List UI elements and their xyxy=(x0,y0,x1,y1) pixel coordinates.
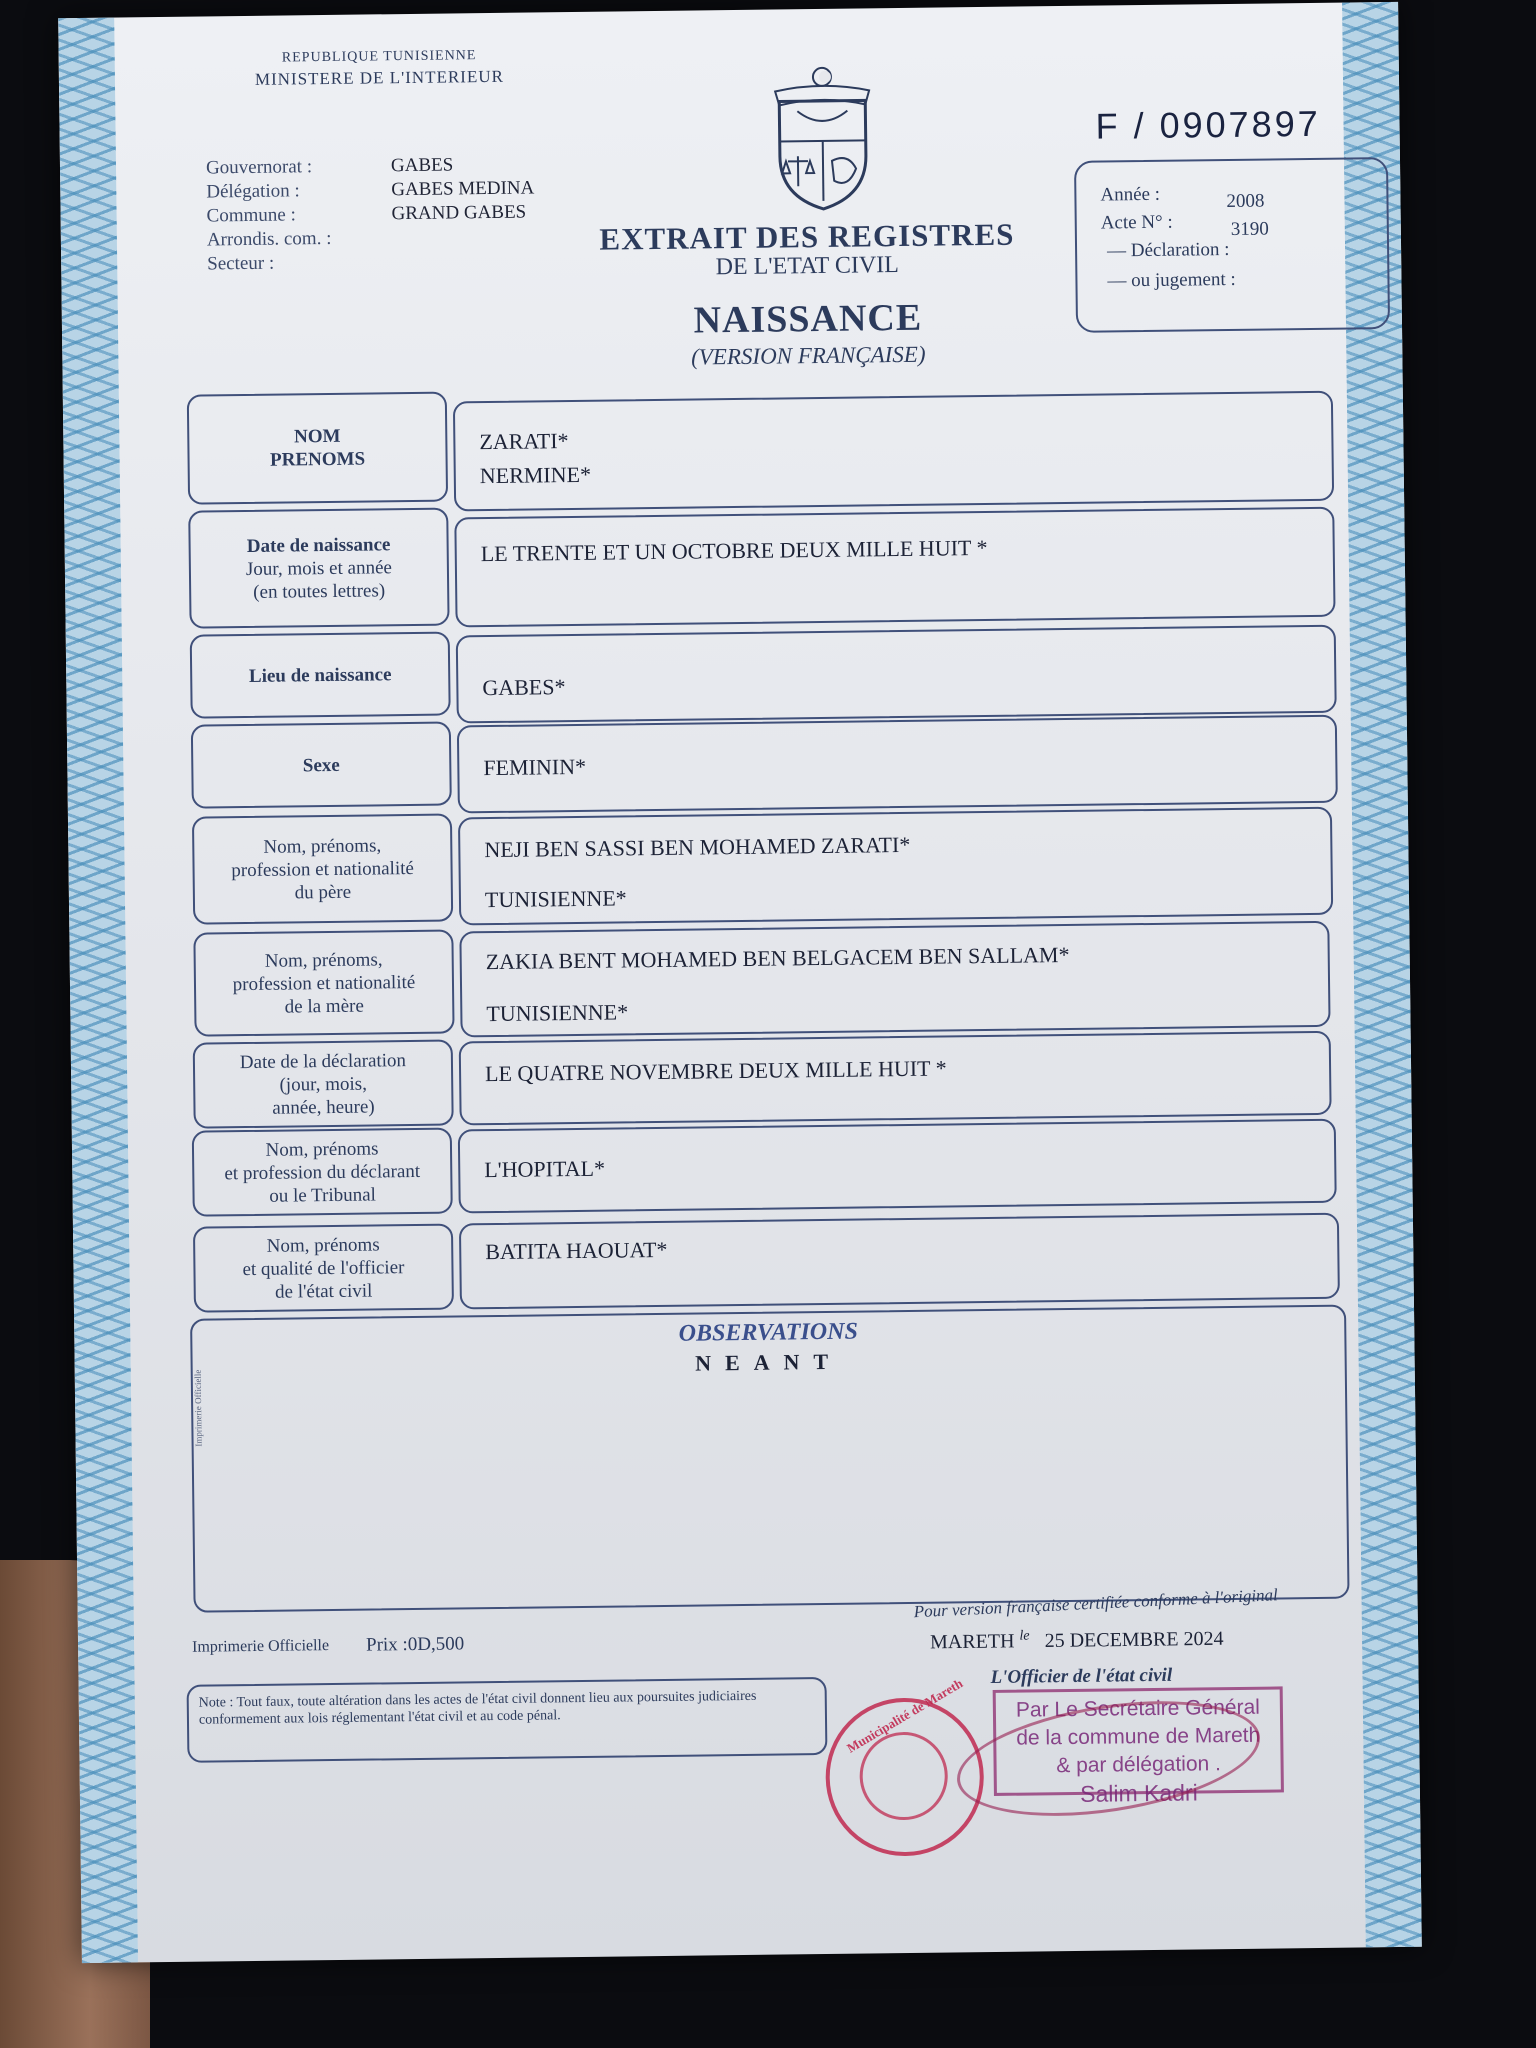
declaration-date-label-2: (jour, mois, xyxy=(279,1073,368,1096)
date-naissance-value-box xyxy=(454,507,1335,628)
serial-number xyxy=(1095,103,1321,148)
declaration-date-label-1: Date de la déclaration xyxy=(239,1049,407,1073)
observations-title: OBSERVATIONS xyxy=(678,1318,859,1347)
declarant-value-box xyxy=(458,1119,1337,1214)
nom-label: NOM xyxy=(293,425,341,448)
sexe-value-box xyxy=(457,715,1338,814)
round-stamp-text: Municipalité de Mareth xyxy=(844,1675,966,1756)
secteur-label: Secteur : xyxy=(207,252,275,275)
pere-label-1: Nom, prénoms, xyxy=(263,834,382,858)
declarant-value: L'HOPITAL* xyxy=(484,1155,606,1183)
round-stamp-seal-icon xyxy=(859,1732,948,1821)
lieu-value: GABES* xyxy=(482,674,566,701)
arrondissement-label: Arrondis. com. : xyxy=(206,227,332,251)
mere-value-box xyxy=(459,921,1330,1038)
nom-value: ZARATI* xyxy=(479,428,569,455)
officier-label-3: de l'état civil xyxy=(274,1280,373,1303)
declaration-date-label-3: année, heure) xyxy=(272,1095,375,1119)
document-title-line2: DE L'ETAT CIVIL xyxy=(715,252,900,281)
commune-label: Commune : xyxy=(206,204,296,227)
declarant-label-3: ou le Tribunal xyxy=(269,1183,376,1207)
officier-signature-label: L'Officier de l'état civil xyxy=(990,1664,1173,1688)
declarant-label-1: Nom, prénoms xyxy=(265,1137,379,1161)
republic-label: REPUBLIQUE TUNISIENNE xyxy=(281,48,477,66)
birth-certificate xyxy=(58,2,1422,1963)
certificate-body xyxy=(114,3,1366,1963)
commune-value: GRAND GABES xyxy=(391,201,527,225)
lieu-delivrance xyxy=(930,1626,1224,1654)
declaration-date-label-box xyxy=(193,1040,454,1129)
lieu-label: Lieu de naissance xyxy=(248,663,392,687)
observations-value: NEANT xyxy=(694,1348,843,1376)
acte-label: Acte N° : xyxy=(1100,211,1173,234)
prenoms-label: PRENOMS xyxy=(269,448,366,471)
officier-label-1: Nom, prénoms xyxy=(266,1233,380,1257)
prenoms-value: NERMINE* xyxy=(479,461,592,489)
acte-value: 3190 xyxy=(1230,218,1269,240)
gouvernorat-value: GABES xyxy=(390,154,454,177)
acte-info-box xyxy=(1074,157,1390,333)
pere-value-box xyxy=(458,807,1333,926)
vertical-printer-mark: Imprimerie Officielle xyxy=(192,1369,204,1447)
pere-label-box xyxy=(192,814,453,925)
lieu-delivrance-value: MARETH xyxy=(929,1630,1015,1654)
declaration-label: — Déclaration : xyxy=(1106,238,1230,262)
gouvernorat-label: Gouvernorat : xyxy=(205,156,313,179)
date-delivrance: 25 DECEMBRE 2024 xyxy=(1044,1627,1224,1652)
declaration-date-value-box xyxy=(459,1031,1332,1126)
officier-value-box xyxy=(459,1213,1340,1310)
rect-stamp-line3: & par délégation . xyxy=(1056,1752,1222,1778)
serial-prefix: F / xyxy=(1095,104,1147,147)
document-title-naissance: NAISSANCE xyxy=(693,296,923,342)
date-naissance-label-1: Date de naissance xyxy=(246,533,391,557)
mere-label-1: Nom, prénoms, xyxy=(264,948,383,972)
annee-value: 2008 xyxy=(1226,190,1265,212)
date-naissance-label-3: (en toutes lettres) xyxy=(253,579,386,603)
le-label: le xyxy=(1019,1628,1030,1644)
observations-box xyxy=(190,1305,1350,1613)
pere-label-2: profession et nationalité xyxy=(231,857,414,881)
declaration-date-value: LE QUATRE NOVEMBRE DEUX MILLE HUIT * xyxy=(484,1055,947,1087)
rect-stamp-line1: Par Le Secrétaire Général xyxy=(1015,1695,1261,1722)
mere-label-3: de la mère xyxy=(284,995,364,1018)
mere-label-box xyxy=(193,929,454,1036)
ministry-label: MINISTERE DE L'INTERIEUR xyxy=(254,66,505,89)
rect-stamp-line2: de la commune de Mareth xyxy=(1016,1723,1261,1750)
declarant-label-box xyxy=(192,1128,453,1217)
serial-value: 0907897 xyxy=(1159,102,1321,146)
legal-note: Note : Tout faux, toute altération dans les actes de l'état civil donnent lieu aux poursuites judiciaires conformement aux lois réglementant l'état civil et au code pénal. xyxy=(187,1677,828,1763)
officier-value: BATITA HAOUAT* xyxy=(485,1236,668,1265)
pere-nom-value: NEJI BEN SASSI BEN MOHAMED ZARATI* xyxy=(484,831,911,863)
jugement-label: — ou jugement : xyxy=(1107,268,1236,292)
tunisia-coat-of-arms-icon xyxy=(767,60,879,211)
mere-nom-value: ZAKIA BENT MOHAMED BEN BELGACEM BEN SALLAM* xyxy=(485,941,1070,975)
imprimerie-label: Imprimerie Officielle xyxy=(191,1637,330,1656)
prix-label: Prix :0D,500 xyxy=(365,1633,465,1656)
admin-info xyxy=(206,152,535,276)
lieu-label-box xyxy=(190,632,451,719)
sexe-label: Sexe xyxy=(302,754,340,776)
mere-label-2: profession et nationalité xyxy=(232,971,416,995)
pere-label-3: du père xyxy=(294,881,352,903)
delegation-value: GABES MEDINA xyxy=(391,177,535,201)
officier-label-box xyxy=(193,1224,454,1313)
declarant-label-2: et profession du déclarant xyxy=(224,1160,421,1184)
lieu-value-box xyxy=(456,625,1337,724)
date-naissance-value: LE TRENTE ET UN OCTOBRE DEUX MILLE HUIT * xyxy=(480,534,988,567)
date-naissance-label-box xyxy=(188,508,449,629)
date-naissance-label-2: Jour, mois et année xyxy=(245,556,392,580)
document-title-line1: EXTRAIT DES REGISTRES xyxy=(599,216,1015,257)
delegation-label: Délégation : xyxy=(206,180,300,203)
ministry-header xyxy=(255,45,504,90)
document-title-version: (VERSION FRANÇAISE) xyxy=(690,341,926,370)
certifie-conforme-text: Pour version française certifiée conforme à l'original xyxy=(913,1585,1279,1622)
sexe-label-box xyxy=(191,722,452,809)
sexe-value: FEMININ* xyxy=(483,753,587,781)
nom-prenoms-label-box xyxy=(187,392,448,505)
annee-label: Année : xyxy=(1100,183,1161,206)
nom-prenoms-value-box xyxy=(453,391,1334,512)
mere-nationalite-value: TUNISIENNE* xyxy=(486,999,629,1027)
officier-label-2: et qualité de l'officier xyxy=(242,1256,405,1280)
pere-nationalite-value: TUNISIENNE* xyxy=(484,885,627,913)
rect-stamp-line4: Salim Kadri xyxy=(1079,1779,1198,1807)
